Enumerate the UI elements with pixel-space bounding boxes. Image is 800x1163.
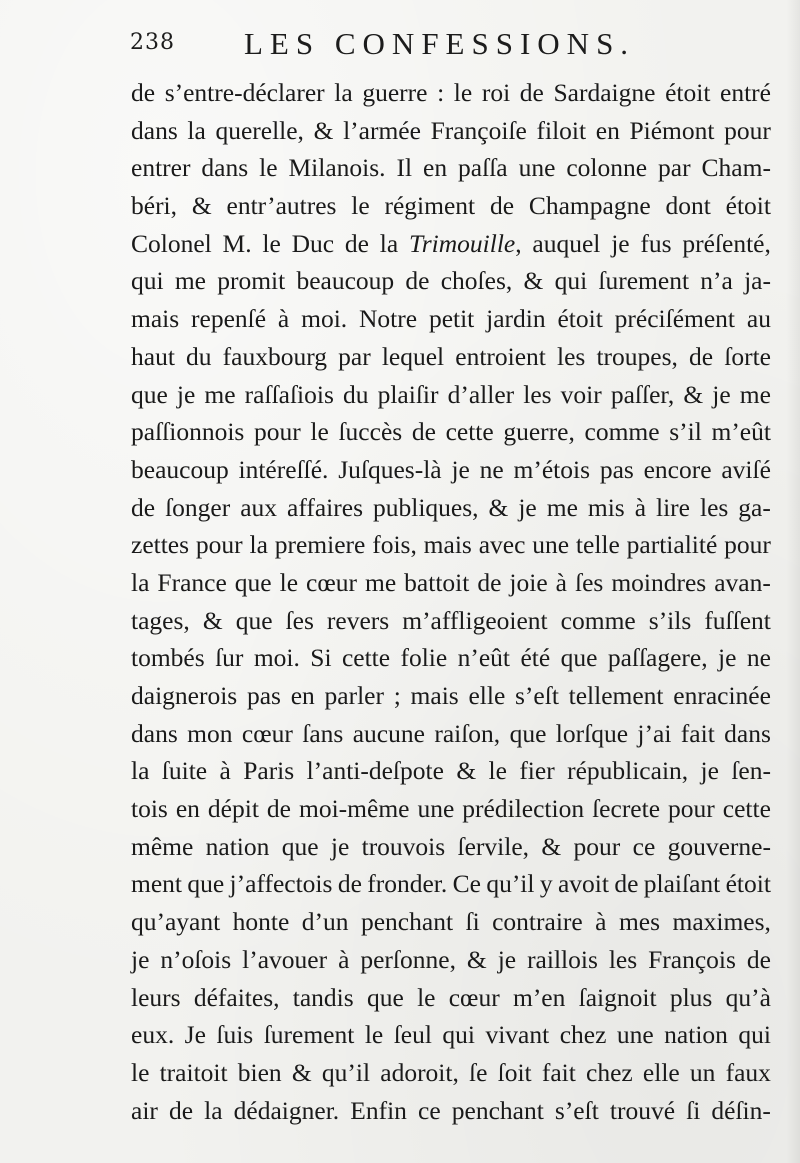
text-line: qu’ayant honte d’un penchant ſi contraire à mes maximes, [131,907,771,937]
text-line: eux. Je ſuis ſurement le ſeul qui vivant chez une nation qui [131,1020,771,1050]
text-line: zettes pour la premiere fois, mais avec une telle partialité pour [131,530,771,560]
text-line: la ſuite à Paris l’anti-deſpote & le fier républicain, je ſen- [131,756,771,786]
text-line: leurs défaites, tandis que le cœur m’en ſaignoit plus qu’à [131,982,771,1012]
text-line: daignerois pas en parler ; mais elle s’eſt tellement enracinée [131,681,771,710]
text-line: je n’oſois l’avouer à perſonne, & je raillois les François de [131,944,771,974]
text-line: la France que le cœur me battoit de joie à ſes moindres avan- [131,567,771,597]
text-line: de ſonger aux affaires publiques, & je me mis à lire les ga- [131,492,771,522]
text-line: tois en dépit de moi-même une prédilection ſecrete pour cette [131,794,771,824]
text-line: le traitoit bien & qu’il adoroit, ſe ſoit fait chez elle un faux [131,1057,771,1087]
text-line: beaucoup intéreſſé. Juſques-là je ne m’étois pas encore aviſé [131,454,771,484]
body-text [131,74,771,1129]
text-line: de s’entre-déclarer la guerre : le roi de Sardaigne étoit entré [131,78,771,107]
running-title: LES CONFESSIONS. [244,26,636,61]
text-line: que je me raſſaſiois du plaiſir d’aller les voir paſſer, & je me [131,379,771,409]
text-line: mais repenſé à moi. Notre petit jardin étoit préciſément au [131,304,771,334]
text-line: ment que j’affectois de fronder. Ce qu’il y avoit de plaiſant étoit [131,869,771,899]
page-edge-shadow [786,0,800,1163]
text-line: tages, & que ſes revers m’affligeoient comme s’ils fuſſent [131,605,771,635]
text-line: haut du fauxbourg par lequel entroient les troupes, de ſorte [131,341,771,371]
text-line: même nation que je trouvois ſervile, & pour ce gouverne- [131,831,771,861]
page-number: 238 [130,30,175,55]
page-header [118,26,678,66]
text-line: qui me promit beaucoup de choſes, & qui ſurement n’a ja- [131,266,771,296]
text-line: béri, & entr’autres le régiment de Champagne dont étoit [131,191,771,221]
text-line: entrer dans le Milanois. Il en paſſa une colonne par Cham- [131,153,771,183]
text-line: paſſionnois pour le ſuccès de cette guerre, comme s’il m’eût [131,417,771,447]
text-line: Colonel M. le Duc de la Trimouille, auquel je fus préſenté, [131,228,771,258]
text-line: tombés ſur moi. Si cette folie n’eût été que paſſagere, je ne [131,643,771,673]
text-line: dans mon cœur ſans aucune raiſon, que lorſque j’ai fait dans [131,718,771,748]
text-line: air de la dédaigner. Enfin ce penchant s’eſt trouvé ſi déſin- [131,1095,771,1125]
text-line: dans la querelle, & l’armée Françoiſe filoit en Piémont pour [131,115,771,145]
